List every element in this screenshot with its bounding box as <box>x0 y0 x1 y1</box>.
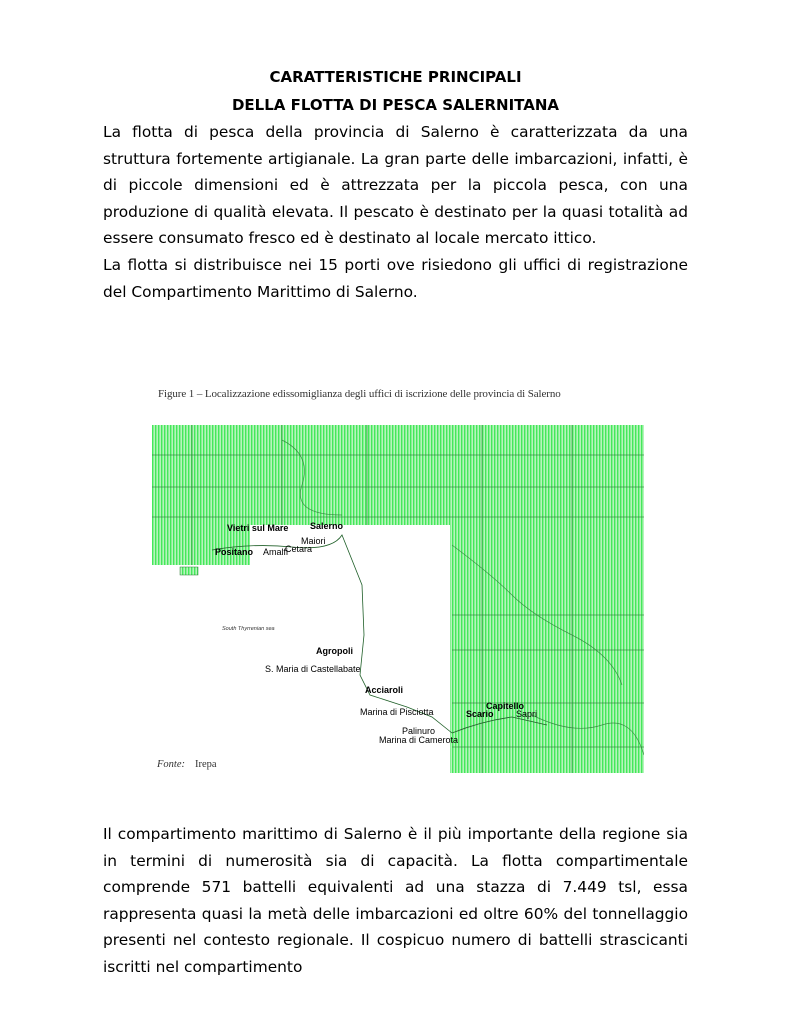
source-value: Irepa <box>195 759 217 770</box>
salerno-map <box>152 425 644 773</box>
intro-paragraph: La flotta di pesca della provincia di Salerno è caratterizzata da una struttura fortemente artigianale. La gran parte delle imbarcazioni, infatti, è di piccole dimensioni ed è attrezzata per la piccola pesca, con una produzione di qualità elevata. Il pescato è destinato per la quasi totalità ad essere consumato fresco ed è destinato al locale mercato ittico. <box>103 123 688 247</box>
place-salerno: Salerno <box>310 521 344 531</box>
place-pisciotta: Marina di Pisciotta <box>360 707 434 717</box>
place-camerota: Marina di Camerota <box>379 735 459 745</box>
place-vietri: Vietri sul Mare <box>227 523 289 533</box>
capri-island <box>180 567 198 575</box>
place-palinuro: Palinuro <box>402 726 436 736</box>
figure-source <box>157 759 217 770</box>
place-cetara: Cetara <box>285 544 313 554</box>
place-agropoli: Agropoli <box>316 646 353 656</box>
source-label: Fonte: <box>157 759 185 770</box>
map-land-area <box>152 425 644 773</box>
place-castellabate: S. Maria di Castellabate <box>265 664 361 674</box>
sea-label: South Thyrrenian sea <box>222 626 275 632</box>
place-sapri: Sapri <box>516 709 538 719</box>
place-acciaroli: Acciaroli <box>365 685 404 695</box>
place-maiori: Maiori <box>301 536 326 546</box>
ports-paragraph: La flotta si distribuisce nei 15 porti ove risiedono gli uffici di registrazione del Compartimento Marittimo di Salerno. <box>103 256 688 301</box>
compartment-paragraph: Il compartimento marittimo di Salerno è il più importante della regione sia in termini di numerosità sia di capacità. La flotta compartimentale comprende 571 battelli equivalenti ad una stazza di 7.449 tsl, essa rappresenta quasi la metà delle imbarcazioni ed oltre 60% del tonnellaggio presenti nel contesto regionale. Il cospicuo numero di battelli strascicanti iscritti nel compartimento <box>103 825 688 976</box>
place-scario: Scario <box>466 709 494 719</box>
document-title: CARATTERISTICHE PRINCIPALI <box>269 68 522 86</box>
place-amalfi: Amalfi <box>263 547 289 557</box>
place-positano: Positano <box>215 547 254 557</box>
place-capitello: Capitello <box>486 701 525 711</box>
document-subtitle: DELLA FLOTTA DI PESCA SALERNITANA <box>231 96 560 114</box>
figure-caption: Figure 1 – Localizzazione edissomiglianza degli uffici di iscrizione delle provincia di Salerno <box>158 388 561 400</box>
